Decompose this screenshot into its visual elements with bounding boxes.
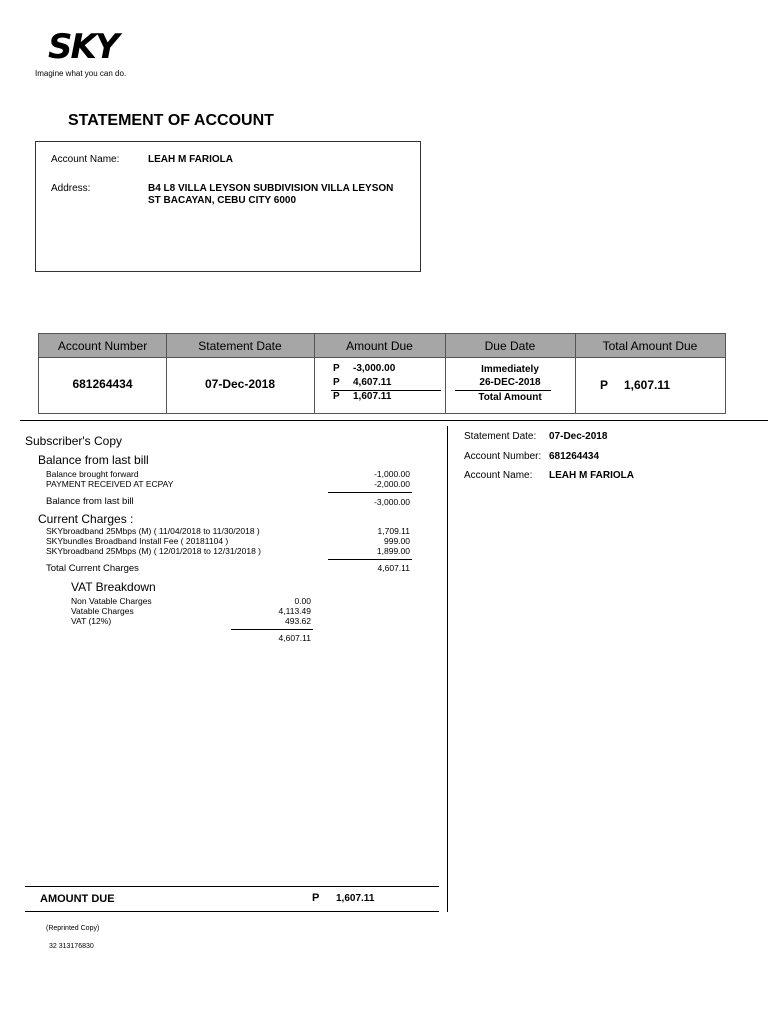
due-date-value: 26-DEC-2018: [479, 377, 541, 388]
section-divider: [20, 420, 768, 421]
header-statement-date: Statement Date: [166, 334, 314, 358]
total-amount-cur: P: [600, 378, 609, 392]
brand-tagline: Imagine what you can do.: [35, 69, 127, 78]
amount-due-current: 4,607.11: [353, 377, 392, 388]
column-divider: [314, 334, 315, 413]
charge-item-label: SKYbundles Broadband Install Fee ( 20181104 ): [46, 536, 229, 546]
stub-account-number: 681264434: [549, 451, 600, 462]
amount-due-total: 1,607.11: [353, 391, 392, 402]
tear-line: [447, 426, 448, 912]
header-total-amount-due: Total Amount Due: [575, 334, 725, 358]
charge-item-label: SKYbroadband 25Mbps (M) ( 11/04/2018 to 11/30/2018 ): [46, 526, 260, 536]
due-date-rule: [455, 390, 551, 391]
vat-item-label: Non Vatable Charges: [71, 596, 152, 606]
header-amount-due: Amount Due: [314, 334, 445, 358]
reprint-note: (Reprinted Copy): [46, 925, 100, 932]
current-charges-rule: [328, 559, 412, 560]
stub-statement-date-label: Statement Date:: [464, 431, 537, 442]
charge-item-label: SKYbroadband 25Mbps (M) ( 12/01/2018 to 12/31/2018 ): [46, 546, 262, 556]
due-date-total-label: Total Amount: [478, 392, 542, 403]
balance-item-label: Balance brought forward: [46, 469, 139, 479]
stub-account-number-label: Account Number:: [464, 451, 542, 462]
address-label: Address:: [51, 183, 91, 194]
balance-item-amount: -2,000.00: [374, 479, 410, 489]
vat-item-amount: 0.00: [294, 596, 311, 606]
column-divider: [575, 334, 576, 413]
balance-total-amount: -3,000.00: [374, 497, 410, 507]
vat-heading: VAT Breakdown: [71, 580, 156, 594]
stub-statement-date: 07-Dec-2018: [549, 431, 608, 442]
sky-logo: SKY: [48, 27, 118, 67]
summary-statement-date: 07-Dec-2018: [204, 377, 276, 391]
amount-due-cur-2: P: [333, 377, 340, 388]
reference-code: 32 313176830: [49, 943, 94, 950]
document-title: STATEMENT OF ACCOUNT: [68, 112, 274, 129]
account-name-label: Account Name:: [51, 154, 120, 165]
charge-item-amount: 1,709.11: [377, 526, 410, 536]
balance-heading: Balance from last bill: [38, 453, 149, 467]
amount-due-value: 1,607.11: [336, 893, 375, 904]
charge-item-amount: 1,899.00: [376, 546, 410, 556]
current-total-label: Total Current Charges: [46, 563, 139, 574]
current-total-amount: 4,607.11: [377, 563, 410, 573]
vat-item-label: Vatable Charges: [71, 606, 134, 616]
balance-total-label: Balance from last bill: [46, 496, 134, 507]
address-line-1: B4 L8 VILLA LEYSON SUBDIVISION VILLA LEYSON: [148, 183, 394, 194]
header-due-date: Due Date: [445, 334, 575, 358]
account-summary-table: [38, 333, 726, 414]
amount-due-currency: P: [312, 892, 320, 904]
subscribers-copy-heading: Subscriber's Copy: [25, 434, 122, 448]
vat-item-amount: 493.62: [285, 616, 311, 626]
due-date-immediately: Immediately: [481, 364, 539, 375]
amount-due-previous: -3,000.00: [353, 363, 396, 374]
column-divider: [166, 334, 167, 413]
total-amount-due-value: 1,607.11: [624, 378, 671, 392]
amount-due-bottom-rule: [25, 911, 439, 912]
summary-account-number: 681264434: [72, 377, 133, 391]
header-account-number: Account Number: [39, 334, 166, 358]
vat-item-amount: 4,113.49: [278, 606, 311, 616]
stub-account-name: LEAH M FARIOLA: [549, 470, 634, 481]
amount-due-cur-3: P: [333, 391, 340, 402]
vat-rule: [231, 629, 313, 630]
address-line-2: ST BACAYAN, CEBU CITY 6000: [148, 195, 297, 206]
charge-item-amount: 999.00: [384, 536, 410, 546]
balance-item-label: PAYMENT RECEIVED AT ECPAY: [46, 479, 174, 489]
amount-due-top-rule: [25, 886, 439, 887]
vat-total-amount: 4,607.11: [278, 633, 311, 643]
amount-due-label: AMOUNT DUE: [40, 893, 115, 905]
amount-due-cur-1: P: [333, 363, 340, 374]
account-name-value: LEAH M FARIOLA: [148, 154, 233, 165]
balance-rule: [328, 492, 412, 493]
stub-account-name-label: Account Name:: [464, 470, 533, 481]
vat-item-label: VAT (12%): [71, 616, 112, 626]
balance-item-amount: -1,000.00: [374, 469, 410, 479]
current-charges-heading: Current Charges :: [38, 512, 134, 526]
